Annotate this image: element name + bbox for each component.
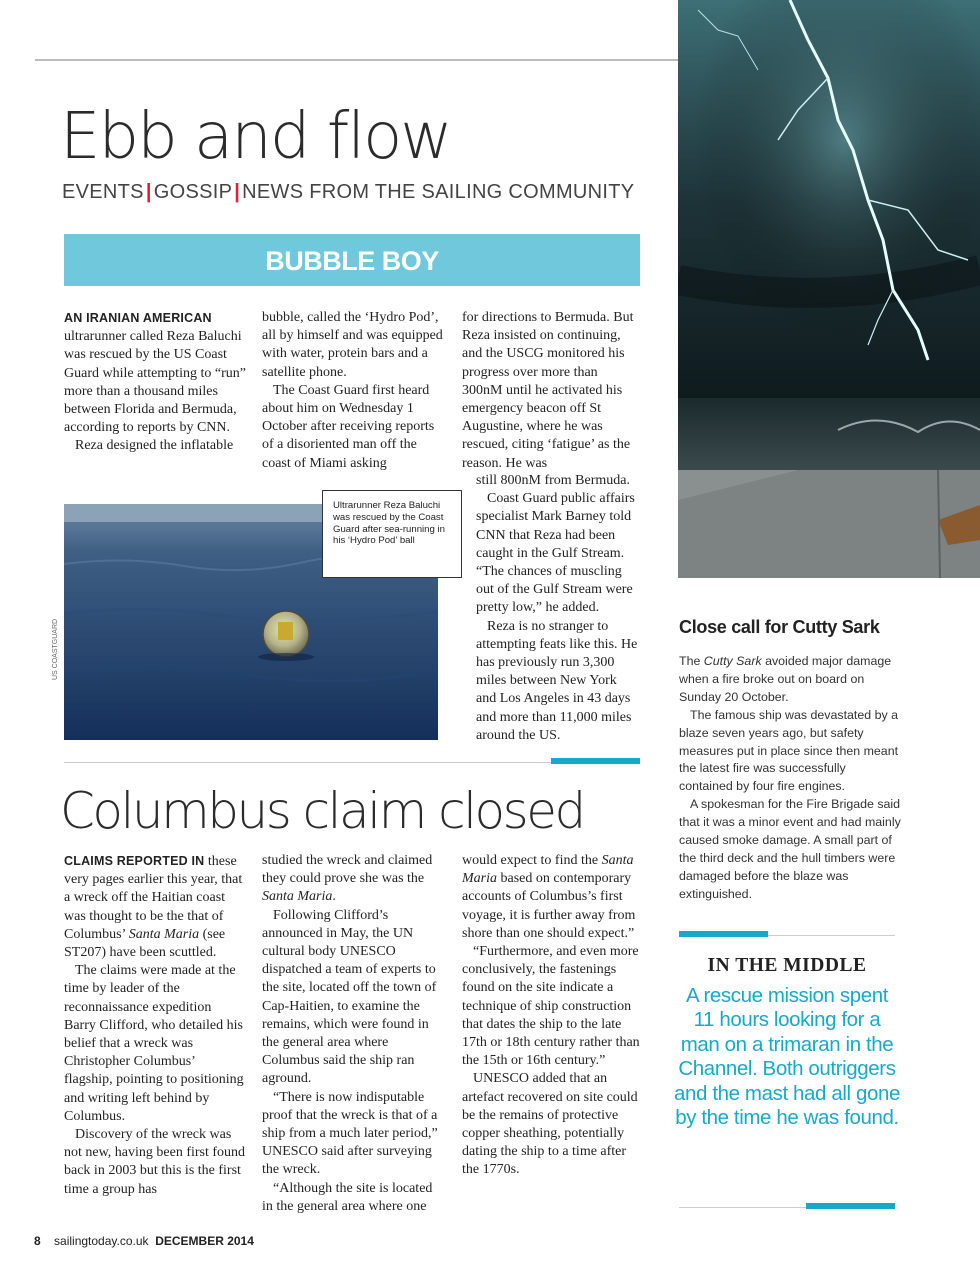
accent-rule xyxy=(679,931,768,937)
article-paragraph: The claims were made at the time by leader of the reconnaissance expedition Barry Clifford, who detailed his belief that a wreck was Christopher Columbus’ flagship, pointing to positioning and writing left behind by Columbus. xyxy=(64,963,244,1124)
accent-rule xyxy=(806,1203,895,1209)
bubble-boy-banner xyxy=(64,234,640,286)
article-paragraph: for directions to Bermuda. But Reza insisted on continuing, and the USCG monitored his progress over more than 300nM until he activated his emergency beacon off St Augustine, where he was rescued, citing ‘fatigue’ as the reason. He was xyxy=(462,310,634,471)
strap-gossip: GOSSIP xyxy=(153,181,233,203)
columbus-column-2 xyxy=(262,852,446,1216)
article-paragraph: Following Clifford’s announced in May, the UN cultural body UNESCO dispatched a team of experts to the site, located off the town of Cap-Haitien, to examine the remains, which were found in the general area where Columbus said the ship ran aground. xyxy=(262,907,437,1087)
bubble-boy-column-3-bottom xyxy=(476,472,640,745)
columbus-title: Columbus claim closed xyxy=(60,782,584,840)
lead-in: AN IRANIAN AMERICAN xyxy=(64,311,212,325)
article-paragraph: The Coast Guard first heard about him on Wednesday 1 October after receiving reports of a disoriented man off the coast of Miami asking xyxy=(262,382,435,471)
footer-site: sailingtoday.co.uk xyxy=(54,1234,149,1248)
storm-photo xyxy=(678,0,980,578)
article-paragraph: still 800nM from Bermuda. xyxy=(476,473,630,488)
cutty-sark-body xyxy=(679,653,901,904)
article-paragraph: Discovery of the wreck was not new, having been first found back in 2003 but this is the first time a group has xyxy=(64,1127,246,1197)
article-paragraph: AN IRANIAN AMERICAN ultrarunner called Reza Baluchi was rescued by the US Coast Guard while attempting to “run” more than a thousand miles between Florida and Bermuda, according to reports by CNN. xyxy=(64,311,246,436)
article-paragraph: CLAIMS REPORTED IN these very pages earlier this year, that a wreck off the Haitian coast was thought to be the that of Columbus’ Santa Maria (see ST207) have been scuttled. xyxy=(64,854,243,961)
accent-rule xyxy=(551,758,640,764)
strap-news: NEWS FROM THE SAILING COMMUNITY xyxy=(242,181,635,203)
article-paragraph: UNESCO added that an artefact recovered on site could be the remains of protective copper sheathing, potentially dating the ship to a time after the 1770s. xyxy=(462,1071,638,1178)
pull-quote: A rescue mission spent 11 hours looking for a man on a trimaran in the Channel. Both outriggers and the mast had all gone by the time he was found. xyxy=(674,984,900,1130)
section-strapline xyxy=(62,181,634,204)
article-paragraph: The famous ship was devastated by a blaze seven years ago, but safety measures put in place since then meant the latest fire was successfully contained by four fire engines. xyxy=(679,707,899,794)
strap-separator: | xyxy=(234,181,241,203)
photo-caption: Ultrarunner Reza Baluchi was rescued by the Coast Guard after sea-running in his ‘Hydro Pod’ ball xyxy=(322,490,462,578)
columbus-column-1 xyxy=(64,852,246,1199)
article-paragraph: “There is now indisputable proof that the wreck is that of a ship from a much later period,” UNESCO said after surveying the wreck. xyxy=(262,1089,438,1178)
article-paragraph: Reza designed the inflatable xyxy=(75,438,234,454)
bubble-boy-column-3-top xyxy=(462,309,640,473)
columbus-column-3 xyxy=(462,852,642,1180)
article-paragraph: “Although the site is located in the general area where one xyxy=(262,1180,433,1214)
bubble-boy-column-1 xyxy=(64,309,246,456)
article-paragraph: The Cutty Sark avoided major damage when a fire broke out on board on Sunday 20 October. xyxy=(679,654,892,704)
article-paragraph: studied the wreck and claimed they could prove she was the Santa Maria. xyxy=(262,853,433,905)
page-footer xyxy=(34,1234,254,1248)
article-paragraph: bubble, called the ‘Hydro Pod’, all by himself and was equipped with water, protein bars and a satellite phone. xyxy=(262,310,443,380)
strap-events: EVENTS xyxy=(62,181,144,203)
page-title: Ebb and flow xyxy=(60,100,451,174)
in-the-middle-heading: IN THE MIDDLE xyxy=(707,955,867,976)
top-rule xyxy=(35,59,680,61)
lead-in: CLAIMS REPORTED IN xyxy=(64,854,205,868)
article-paragraph: Coast Guard public affairs specialist Mark Barney told CNN that Reza had been caught in the Gulf Stream. “The chances of muscling out of the Gulf Stream were pretty low,” he added. xyxy=(476,491,635,616)
bubble-boy-heading: BUBBLE BOY xyxy=(265,246,439,276)
bubble-boy-column-2 xyxy=(262,309,446,473)
article-paragraph: would expect to find the Santa Maria based on contemporary accounts of Columbus’s first voyage, it is further away from shore than one should expect.” xyxy=(462,853,636,941)
article-paragraph: A spokesman for the Fire Brigade said that it was a minor event and had mainly caused smoke damage. A small part of the third deck and the hull timbers were damaged before the blaze was extinguished. xyxy=(679,797,901,901)
photo-credit: US COASTGUARD xyxy=(52,618,59,680)
cutty-sark-heading: Close call for Cutty Sark xyxy=(679,617,880,637)
page-number: 8 xyxy=(34,1234,41,1248)
article-paragraph: Reza is no stranger to attempting feats like this. He has previously run 3,300 miles between New York and Los Angeles in 43 days and more than 11,000 miles around the US. xyxy=(476,618,638,743)
article-paragraph: “Furthermore, and even more conclusively, the fastenings found on the site indicate a technique of ship construction that dates the ship to the late 17th or 18th century rather than the 15th or 16th century.” xyxy=(462,944,640,1069)
strap-separator: | xyxy=(145,181,152,203)
footer-issue: DECEMBER 2014 xyxy=(155,1234,254,1248)
